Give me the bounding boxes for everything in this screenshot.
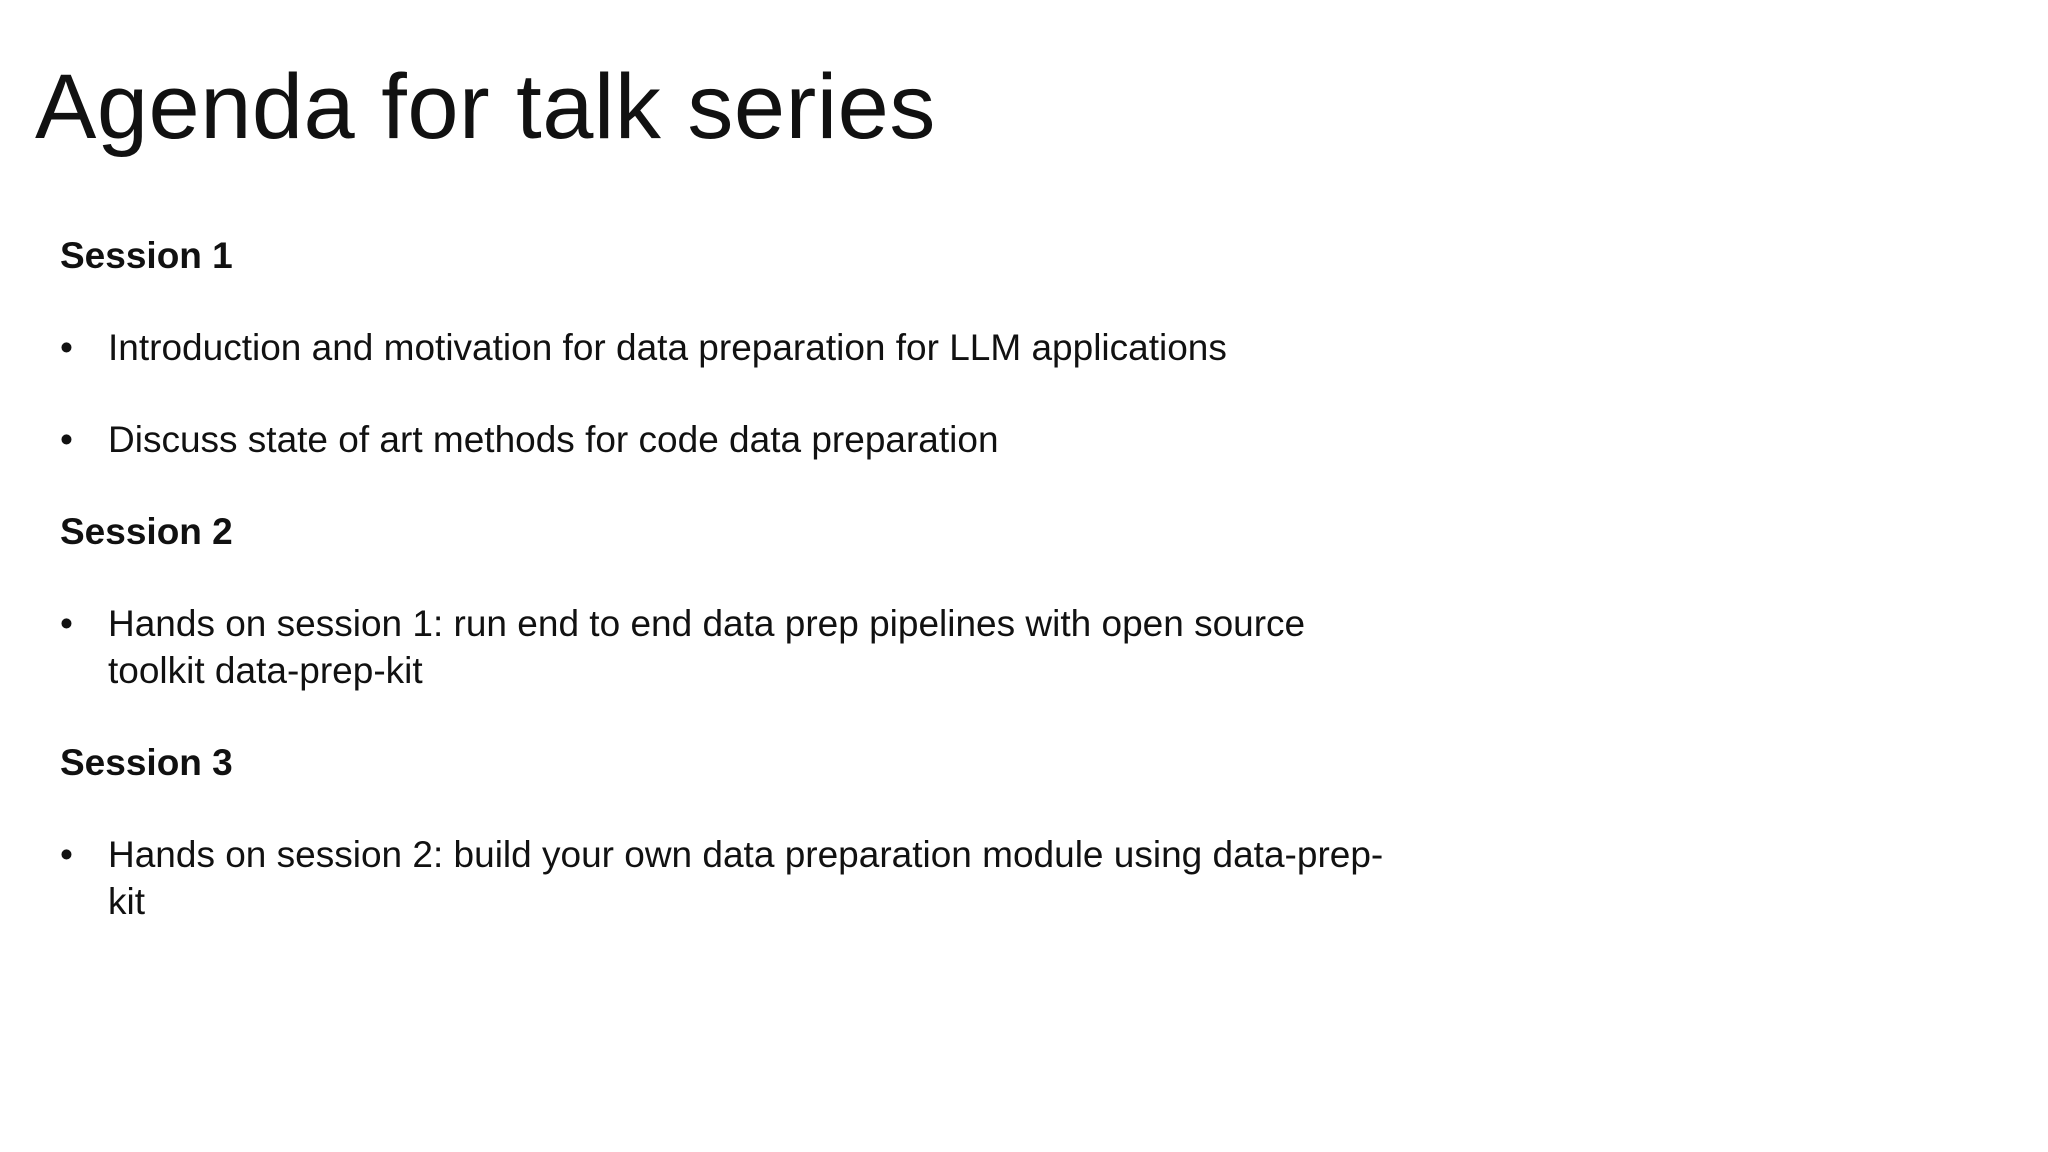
agenda-content [60, 232, 1400, 970]
bullet-item [60, 324, 1400, 371]
session-bullet-list [60, 600, 1400, 694]
session-bullet-list [60, 324, 1400, 463]
bullet-icon: • [60, 834, 73, 875]
bullet-text: Discuss state of art methods for code data preparation [108, 419, 999, 460]
session-bullet-list [60, 831, 1400, 925]
bullet-text: Hands on session 1: run end to end data prep pipelines with open source toolkit data-prep-kit [108, 603, 1306, 691]
slide-title: Agenda for talk series [35, 56, 936, 158]
session-block-3 [60, 739, 1400, 925]
session-heading: Session 1 [60, 235, 233, 276]
bullet-text: Introduction and motivation for data preparation for LLM applications [108, 327, 1227, 368]
session-block-1 [60, 232, 1400, 463]
bullet-text: Hands on session 2: build your own data preparation module using data-prep-kit [108, 834, 1384, 922]
bullet-icon: • [60, 327, 73, 368]
bullet-icon: • [60, 419, 73, 460]
bullet-item [60, 831, 1400, 925]
bullet-item [60, 600, 1400, 694]
bullet-item [60, 416, 1400, 463]
session-heading: Session 3 [60, 742, 233, 783]
bullet-icon: • [60, 603, 73, 644]
session-block-2 [60, 508, 1400, 694]
session-heading: Session 2 [60, 511, 233, 552]
